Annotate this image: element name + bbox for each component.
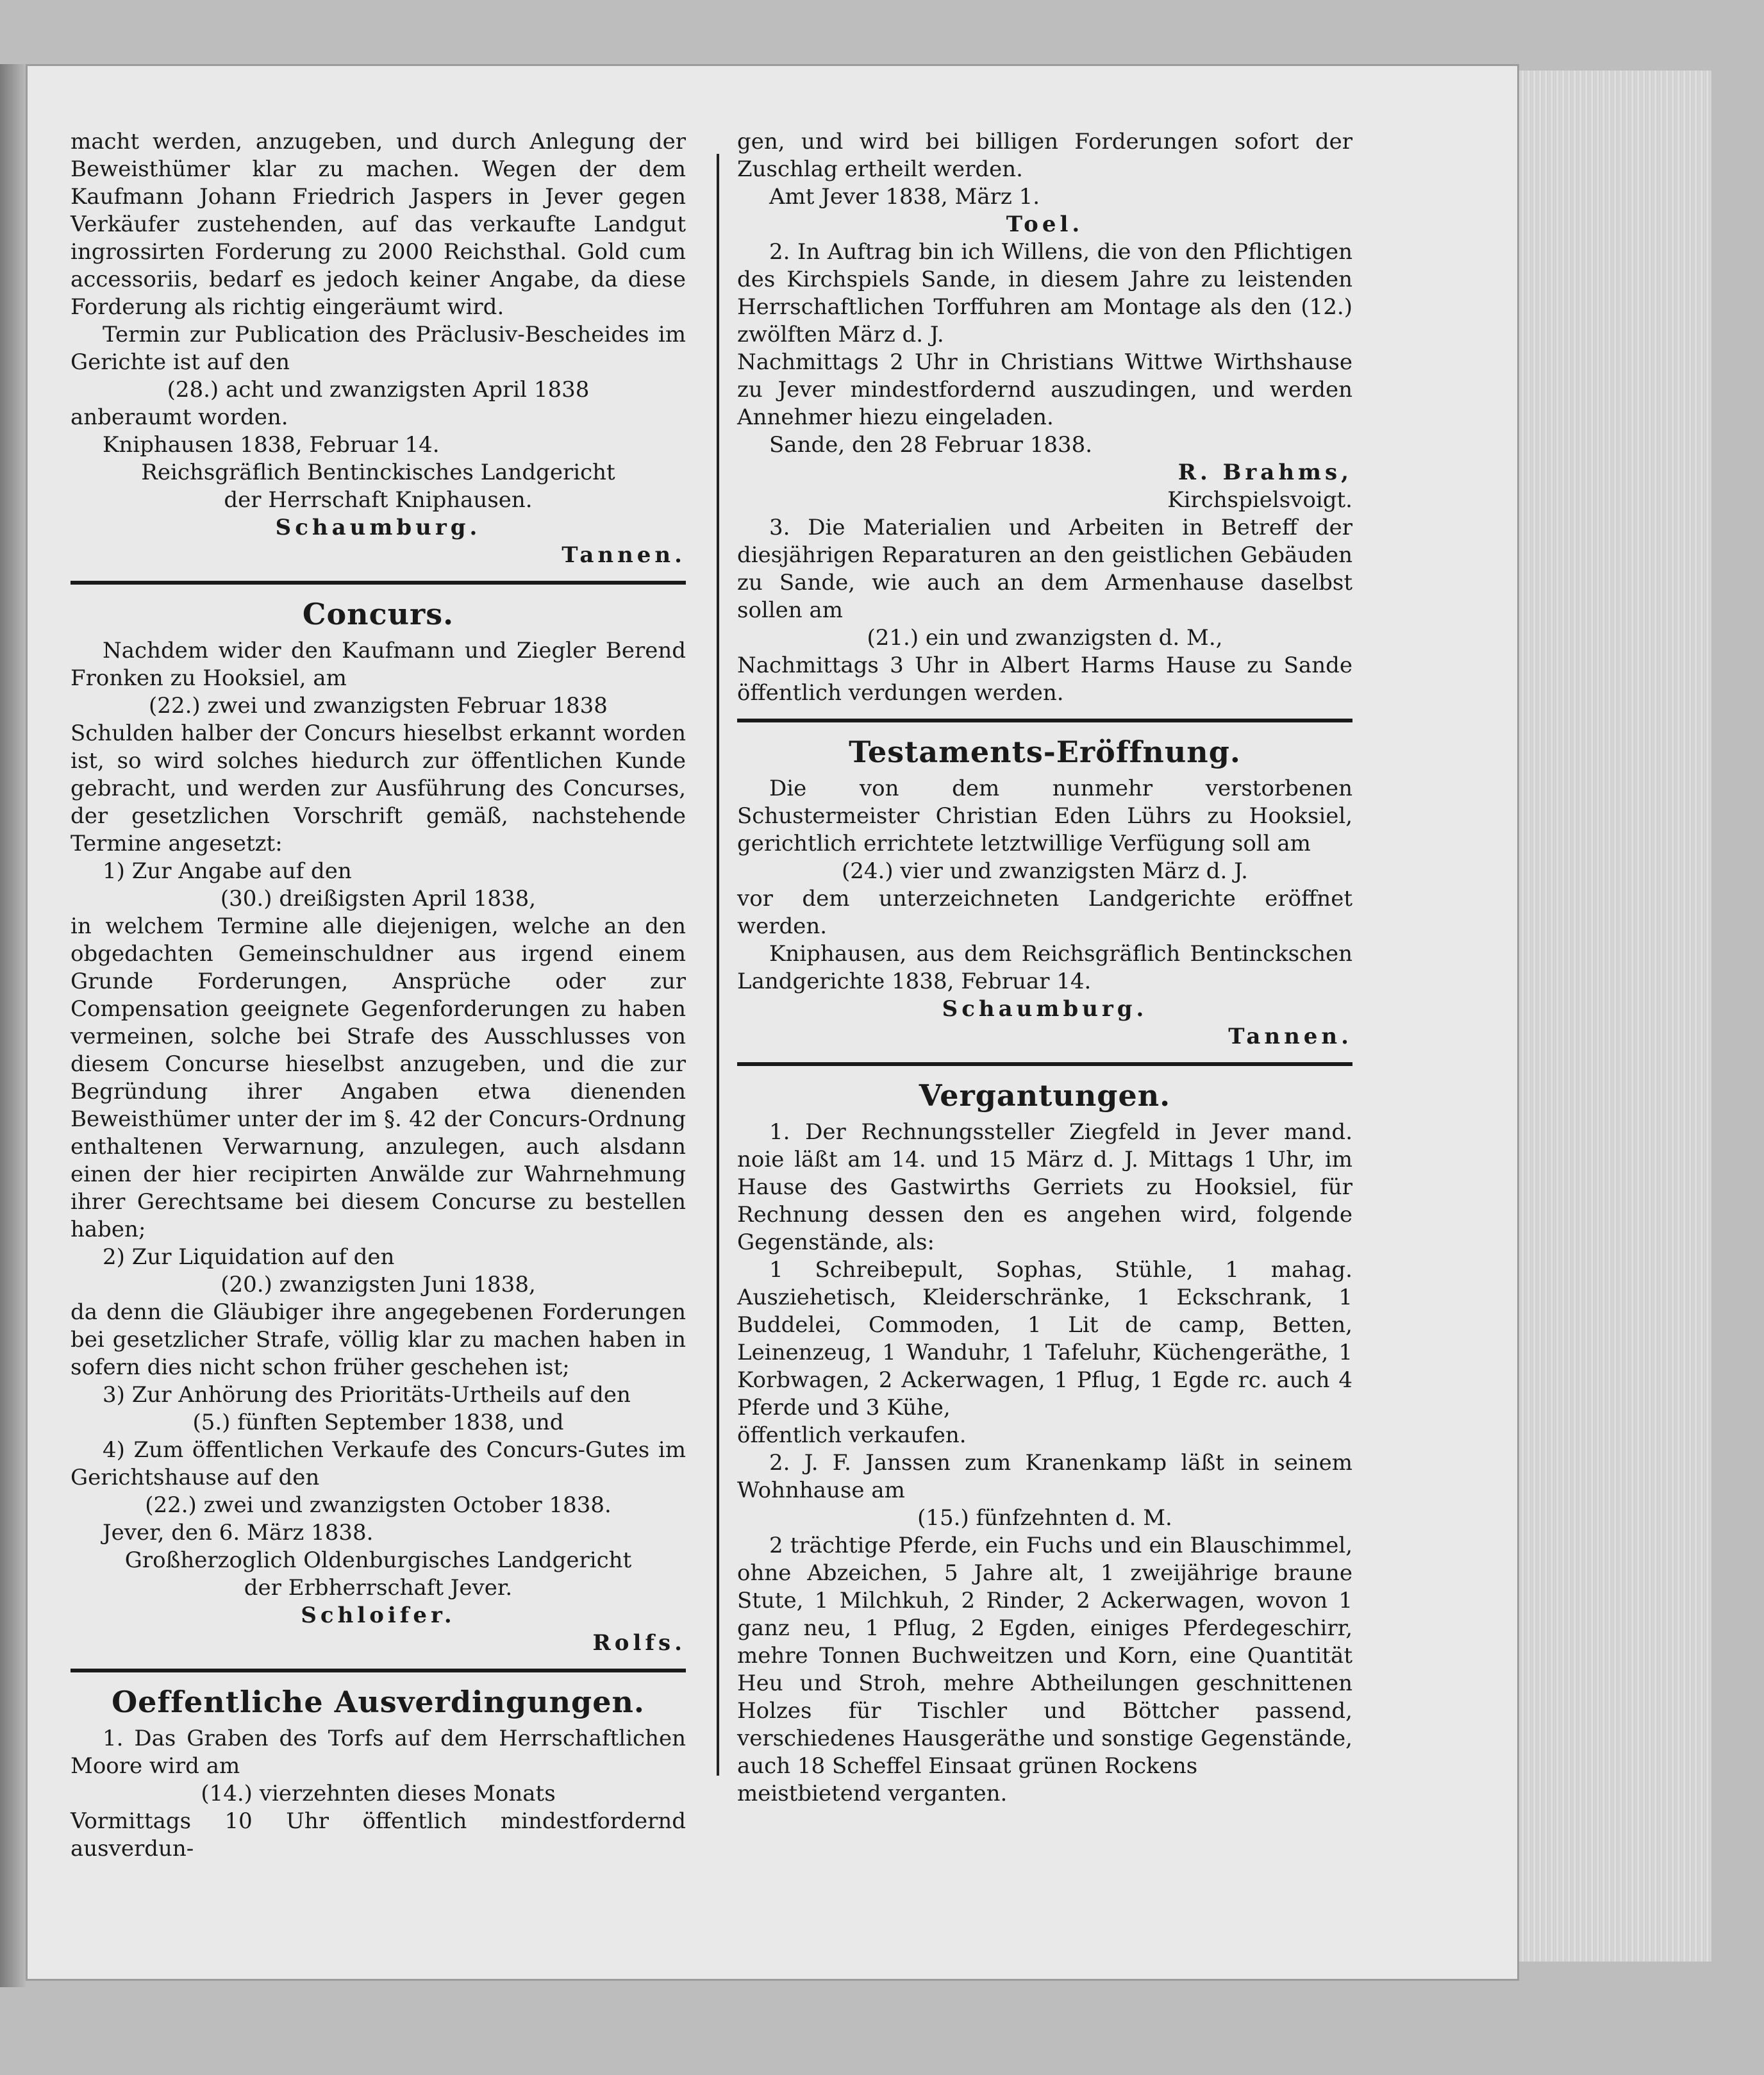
list-item: 2) Zur Liquidation auf den xyxy=(103,1244,395,1270)
notice-text: Termin zur Publication des Präclusiv-Bescheides im Gerichte ist auf den xyxy=(71,322,686,375)
date-line: (22.) zwei und zwanzigsten October 1838. xyxy=(145,1492,612,1518)
section-heading: Concurs. xyxy=(302,597,454,631)
notice-text: vor dem unterzeichneten Landgerichte eröffnet werden. xyxy=(737,886,1352,939)
date-line: (28.) acht und zwanzigsten April 1838 xyxy=(167,377,590,403)
signature-title: Kirchspielsvoigt. xyxy=(1167,487,1352,513)
signature: Schloifer. xyxy=(301,1603,456,1628)
date-line: (22.) zwei und zwanzigsten Februar 1838 xyxy=(149,693,608,719)
left-column xyxy=(71,128,686,2075)
right-column xyxy=(737,128,1352,2075)
notice-text: 2 trächtige Pferde, ein Fuchs und ein Blauschimmel, ohne Abzeichen, 5 Jahre alt, 1 zweijährige braune Stute, 1 Milchkuh, 2 Rinder, 2 Ackerwagen, wovon 1 ganz neu, 1 Pflug, 2 Egden, einiges Pferdegeschirr, mehre Tonnen Buchweitzen und Korn, eine Quantität Heu und Stroh, mehre Abtheilungen geschnittenen Holzes für Tischler und Böttcher passend, verschiedenes Hausgeräthe und sonstige Gegenstände, auch 18 Scheffel Einsaat grünen Rockens xyxy=(737,1533,1352,1779)
notice-text: 1 Schreibepult, Sophas, Stühle, 1 mahag. Ausziehetisch, Kleiderschränke, 1 Eckschrank, 1 Buddelei, Commoden, 1 Lit de camp, Betten, Leinenzeug, 1 Wanduhr, 1 Tafeluhr, Küchengeräthe, 1 Korbwagen, 2 Ackerwagen, 1 Pflug, 1 Egde rc. auch 4 Pferde und 3 Kühe, xyxy=(737,1257,1352,1421)
date-line: (5.) fünften September 1838, und xyxy=(192,1410,564,1435)
signature: R. Brahms, xyxy=(1177,460,1352,485)
notice-text: Nachdem wider den Kaufmann und Ziegler Berend Fronken zu Hooksiel, am xyxy=(71,638,686,691)
date-line: (15.) fünfzehnten d. M. xyxy=(917,1505,1172,1531)
signature: Tannen. xyxy=(1228,1024,1352,1049)
list-item: 3) Zur Anhörung des Prioritäts-Urtheils auf den xyxy=(103,1382,631,1408)
notice-text: in welchem Termine alle diejenigen, welche an den obgedachten Gemeinschuldner aus irgend einem Grunde Forderungen, Ansprüche oder zur Compensation geeignete Gegenforderungen zu haben vermeinen, solche bei Strafe des Ausschlusses von diesem Concurse hieselbst anzugeben, und die zur Begründung ihrer Angaben etwa dienenden Beweisthümer unter der im §. 42 der Concurs-Ordnung enthaltenen Verwarnung, anzulegen, auch alsdann einen der hier recipirten Anwälde zur Wahrnehmung ihrer Gerechtsame bei diesem Concurse zu bestellen haben; xyxy=(71,913,686,1242)
notice-text: Schulden halber der Concurs hieselbst erkannt worden ist, so wird solches hiedurch zur öffentlichen Kunde gebracht, und werden zur Ausführung des Concurses, der gesetzlichen Vorschrift gemäß, nachstehende Termine angesetzt: xyxy=(71,721,686,856)
date-line: (21.) ein und zwanzigsten d. M., xyxy=(867,625,1223,651)
date-line: (14.) vierzehnten dieses Monats xyxy=(201,1781,556,1806)
place-date: Jever, den 6. März 1838. xyxy=(103,1520,374,1546)
notice-text: Die von dem nunmehr verstorbenen Schustermeister Christian Eden Lührs zu Hooksiel, gerichtlich errichtete letztwillige Verfügung soll am xyxy=(737,776,1352,856)
notice-text: 2. In Auftrag bin ich Willens, die von den Pflichtigen des Kirchspiels Sande, in diesem Jahre zu leistenden Herrschaftlichen Torffuhren am Montage als den (12.) zwölften März d. J. xyxy=(737,239,1352,347)
notice-text: 1. Das Graben des Torfs auf dem Herrschaftlichen Moore wird am xyxy=(71,1726,686,1779)
section-heading: Oeffentliche Ausverdingungen. xyxy=(112,1685,645,1719)
notice-text: 2. J. F. Janssen zum Kranenkamp läßt in seinem Wohnhause am xyxy=(737,1450,1352,1503)
notice-text: 3. Die Materialien und Arbeiten in Betreff der diesjährigen Reparaturen an den geistlichen Gebäuden zu Sande, wie auch an dem Armenhause daselbst sollen am xyxy=(737,515,1352,623)
signature: Schaumburg. xyxy=(275,515,481,540)
court-name: der Herrschaft Kniphausen. xyxy=(224,487,533,513)
page-stack-edge xyxy=(1519,71,1711,1962)
signature: Schaumburg. xyxy=(942,996,1148,1022)
book-binding xyxy=(0,64,26,1987)
notice-text: da denn die Gläubiger ihre angegebenen Forderungen bei gesetzlicher Strafe, völlig klar zu machen haben in sofern dies nicht schon früher geschehen ist; xyxy=(71,1299,686,1380)
column-divider xyxy=(717,154,719,1776)
section-rule xyxy=(737,719,1352,722)
section-rule xyxy=(71,1669,686,1672)
place-date: Sande, den 28 Februar 1838. xyxy=(769,432,1093,458)
signature: Tannen. xyxy=(562,542,686,568)
signature: Toel. xyxy=(1006,212,1084,237)
date-line: (30.) dreißigsten April 1838, xyxy=(220,886,537,912)
place-date: Kniphausen 1838, Februar 14. xyxy=(103,432,440,458)
notice-text: Nachmittags 2 Uhr in Christians Wittwe Wirthshause zu Jever mindestfordernd auszudingen, und werden Annehmer hiezu eingeladen. xyxy=(737,349,1352,430)
notice-text: Vormittags 10 Uhr öffentlich mindestfordernd ausverdun- xyxy=(71,1808,686,1862)
court-name: Großherzoglich Oldenburgisches Landgericht xyxy=(124,1547,632,1573)
place-date: Kniphausen, aus dem Reichsgräflich Bentinckschen Landgerichte 1838, Februar 14. xyxy=(737,941,1352,994)
list-item: 1) Zur Angabe auf den xyxy=(103,858,352,884)
notice-text: meistbietend verganten. xyxy=(737,1781,1008,1806)
notice-text: öffentlich verkaufen. xyxy=(737,1422,967,1448)
section-rule xyxy=(71,581,686,585)
notice-text: anberaumt worden. xyxy=(71,404,288,430)
court-name: der Erbherrschaft Jever. xyxy=(244,1575,513,1601)
section-rule xyxy=(737,1062,1352,1066)
signature: Rolfs. xyxy=(592,1630,686,1656)
place-date: Amt Jever 1838, März 1. xyxy=(769,184,1040,210)
notice-text: macht werden, anzugeben, und durch Anlegung der Beweisthümer klar zu machen. Wegen der dem Kaufmann Johann Friedrich Jaspers in Jever gegen Verkäufer zustehenden, auf das verkaufte Landgut ingrossirten Forderung zu 2000 Reichsthal. Gold cum accessoriis, bedarf es jedoch keiner Angabe, da diese Forderung als richtig eingeräumt wird. xyxy=(71,129,686,320)
notice-text: gen, und wird bei billigen Forderungen sofort der Zuschlag ertheilt werden. xyxy=(737,129,1352,182)
date-line: (24.) vier und zwanzigsten März d. J. xyxy=(842,858,1248,884)
court-name: Reichsgräflich Bentinckisches Landgericht xyxy=(141,460,615,485)
notice-text: Nachmittags 3 Uhr in Albert Harms Hause zu Sande öffentlich verdungen werden. xyxy=(737,653,1352,706)
list-item: 4) Zum öffentlichen Verkaufe des Concurs-Gutes im Gerichtshause auf den xyxy=(71,1437,686,1490)
date-line: (20.) zwanzigsten Juni 1838, xyxy=(220,1272,536,1297)
notice-text: 1. Der Rechnungssteller Ziegfeld in Jever mand. noie läßt am 14. und 15 März d. J. Mittags 1 Uhr, im Hause des Gastwirths Gerriets zu Hooksiel, für Rechnung dessen den es angehen wird, folgende Gegenstände, als: xyxy=(737,1119,1352,1255)
section-heading: Testaments-Eröffnung. xyxy=(849,735,1241,769)
section-heading: Vergantungen. xyxy=(919,1078,1171,1113)
